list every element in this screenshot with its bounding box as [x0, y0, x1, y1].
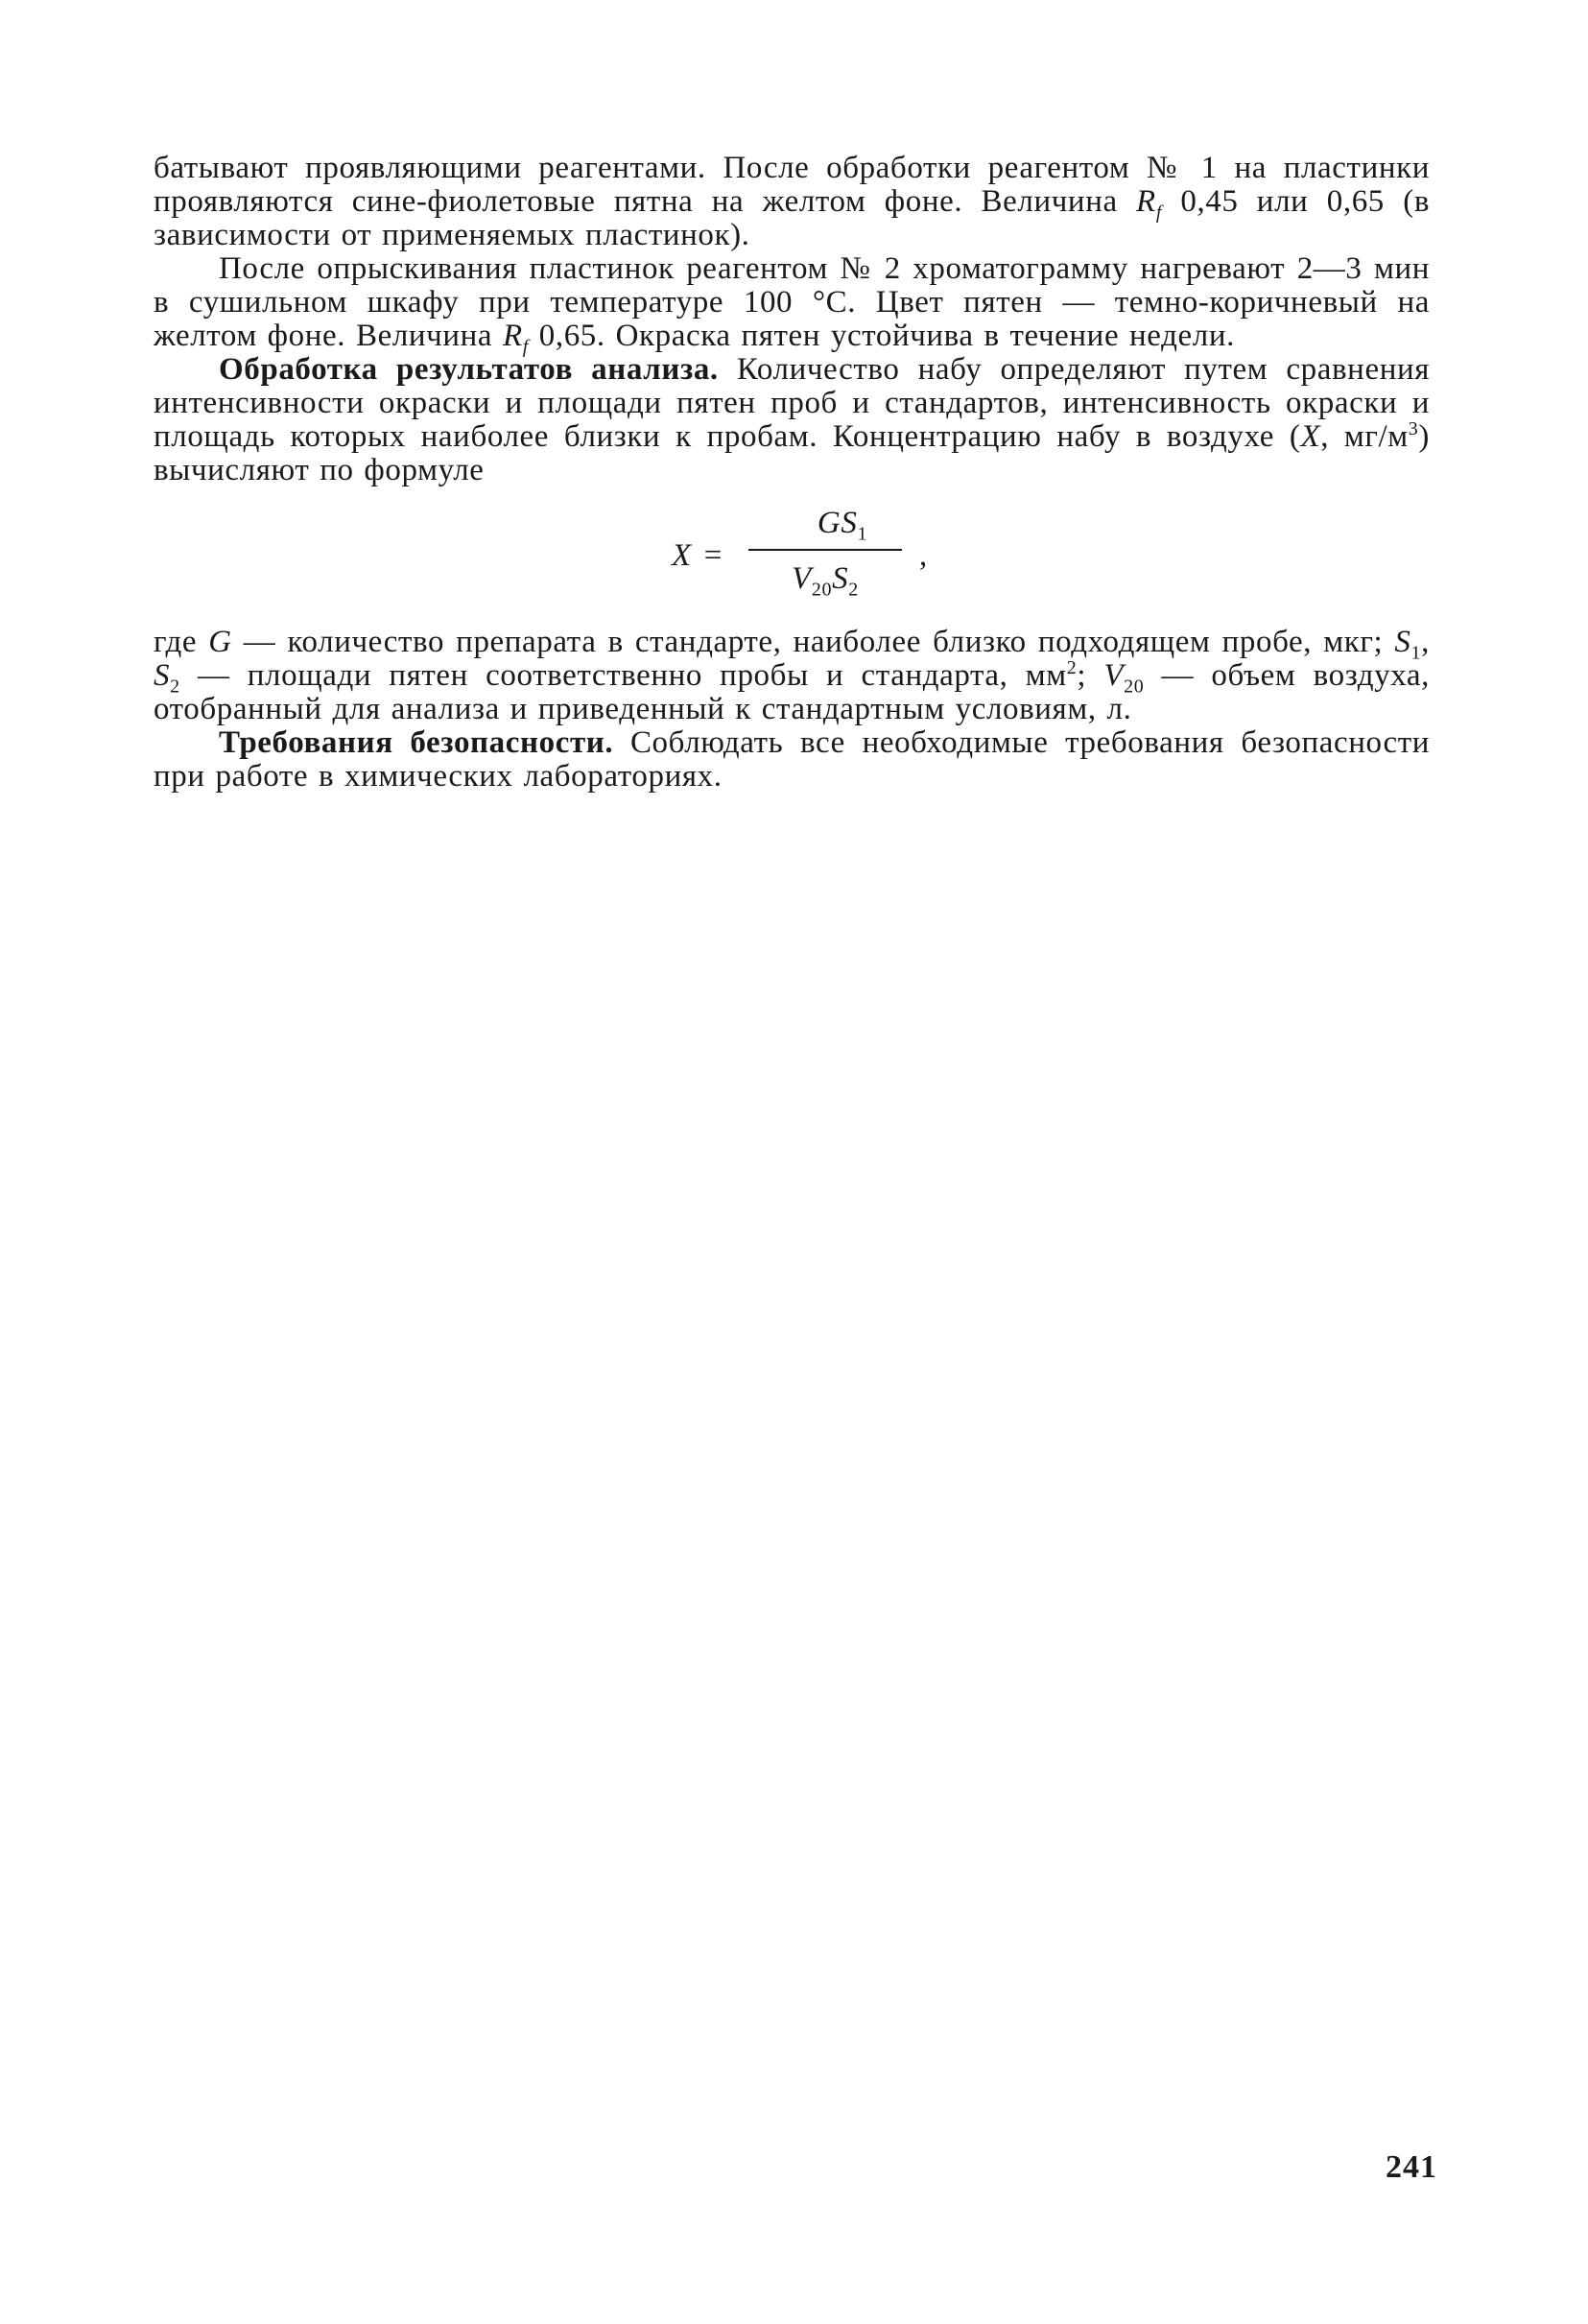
- concentration-formula: [154, 503, 1430, 608]
- paragraph-text: — количество препарата в стандарте, наиболее близко подходящем пробе, мкг;: [231, 625, 1395, 659]
- paragraph-reagent-1: [154, 152, 1430, 252]
- variable-s2: S: [154, 658, 171, 693]
- paragraph-text: где: [154, 625, 209, 659]
- formula-lhs: X =: [672, 538, 724, 573]
- formula-denominator: [748, 561, 902, 601]
- rf-symbol: R: [1136, 184, 1156, 219]
- variable-s1: S: [1394, 625, 1411, 659]
- paragraph-text: 0,45 или 0,65 (в зависимости от применяемых пластинок).: [154, 184, 1430, 252]
- denominator-v: V: [792, 561, 812, 596]
- paragraph-text: — площади пятен соответственно пробы и стандарта, мм: [179, 658, 1067, 693]
- paragraph-text: Соблюдать все необходимые требования безопасности при работе в химических лабораториях.: [154, 725, 1430, 794]
- paragraph-text: ) вычисляют по формуле: [154, 419, 1430, 487]
- fraction-bar: [748, 549, 902, 551]
- paragraph-safety: [154, 726, 1430, 794]
- v20-subscript: 20: [1124, 676, 1145, 698]
- numerator-subscript: 1: [857, 523, 868, 545]
- variable-g: G: [208, 625, 232, 659]
- page-number: 241: [1386, 2149, 1437, 2185]
- paragraph-text: 0,65. Окраска пятен устойчива в течение недели.: [528, 319, 1235, 353]
- denominator-s: S: [832, 561, 849, 596]
- paragraph-definitions: [154, 626, 1430, 726]
- denominator-v-subscript: 20: [811, 579, 833, 601]
- numerator-text: GS: [817, 506, 858, 540]
- unit-superscript: 3: [1408, 418, 1419, 439]
- variable-v20: V: [1103, 658, 1125, 693]
- rf-subscript: f: [522, 336, 529, 358]
- paragraph-text: ,: [1421, 625, 1430, 659]
- formula-numerator: [775, 506, 910, 545]
- paragraph-results-processing: [154, 353, 1430, 487]
- s2-subscript: 2: [170, 676, 180, 698]
- paragraph-text: ;: [1077, 658, 1104, 693]
- paragraph-text: , мг/м: [1320, 419, 1409, 454]
- page-body: [154, 152, 1430, 794]
- rf-symbol: R: [502, 319, 523, 353]
- paragraph-reagent-2: [154, 251, 1430, 358]
- s1-subscript: 1: [1410, 642, 1422, 664]
- paragraph-text: — объем воздуха, отобранный для анализа и приведенный к стандартным условиям, л.: [154, 658, 1430, 726]
- paragraph-text: После опрыскивания пластинок реагентом № 2 хроматограмму нагревают 2—3 мин в сушильном шкафу при температуре 100 °С. Цвет пятен — темно-коричневый на желтом фоне. Величина: [154, 251, 1430, 353]
- formula-comma: ,: [919, 538, 928, 573]
- section-heading-safety: Требования безопасности.: [219, 725, 614, 760]
- unit-superscript: 2: [1066, 657, 1078, 678]
- variable-x: X: [1300, 419, 1321, 454]
- section-heading-results: Обработка результатов анализа.: [219, 352, 719, 387]
- rf-subscript: f: [1155, 202, 1162, 224]
- paragraph-text: батывают проявляющими реагентами. После обработки реагентом № 1 на пластинки проявляются сине-фиолетовые пятна на желтом фоне. Величина: [154, 151, 1430, 219]
- denominator-s-subscript: 2: [848, 579, 859, 601]
- paragraph-text: Количество набу определяют путем сравнения интенсивности окраски и площади пятен проб и стандартов, интенсивность окраски и площадь которых наиболее близки к пробам. Концентрацию набу в воздухе (: [154, 352, 1430, 454]
